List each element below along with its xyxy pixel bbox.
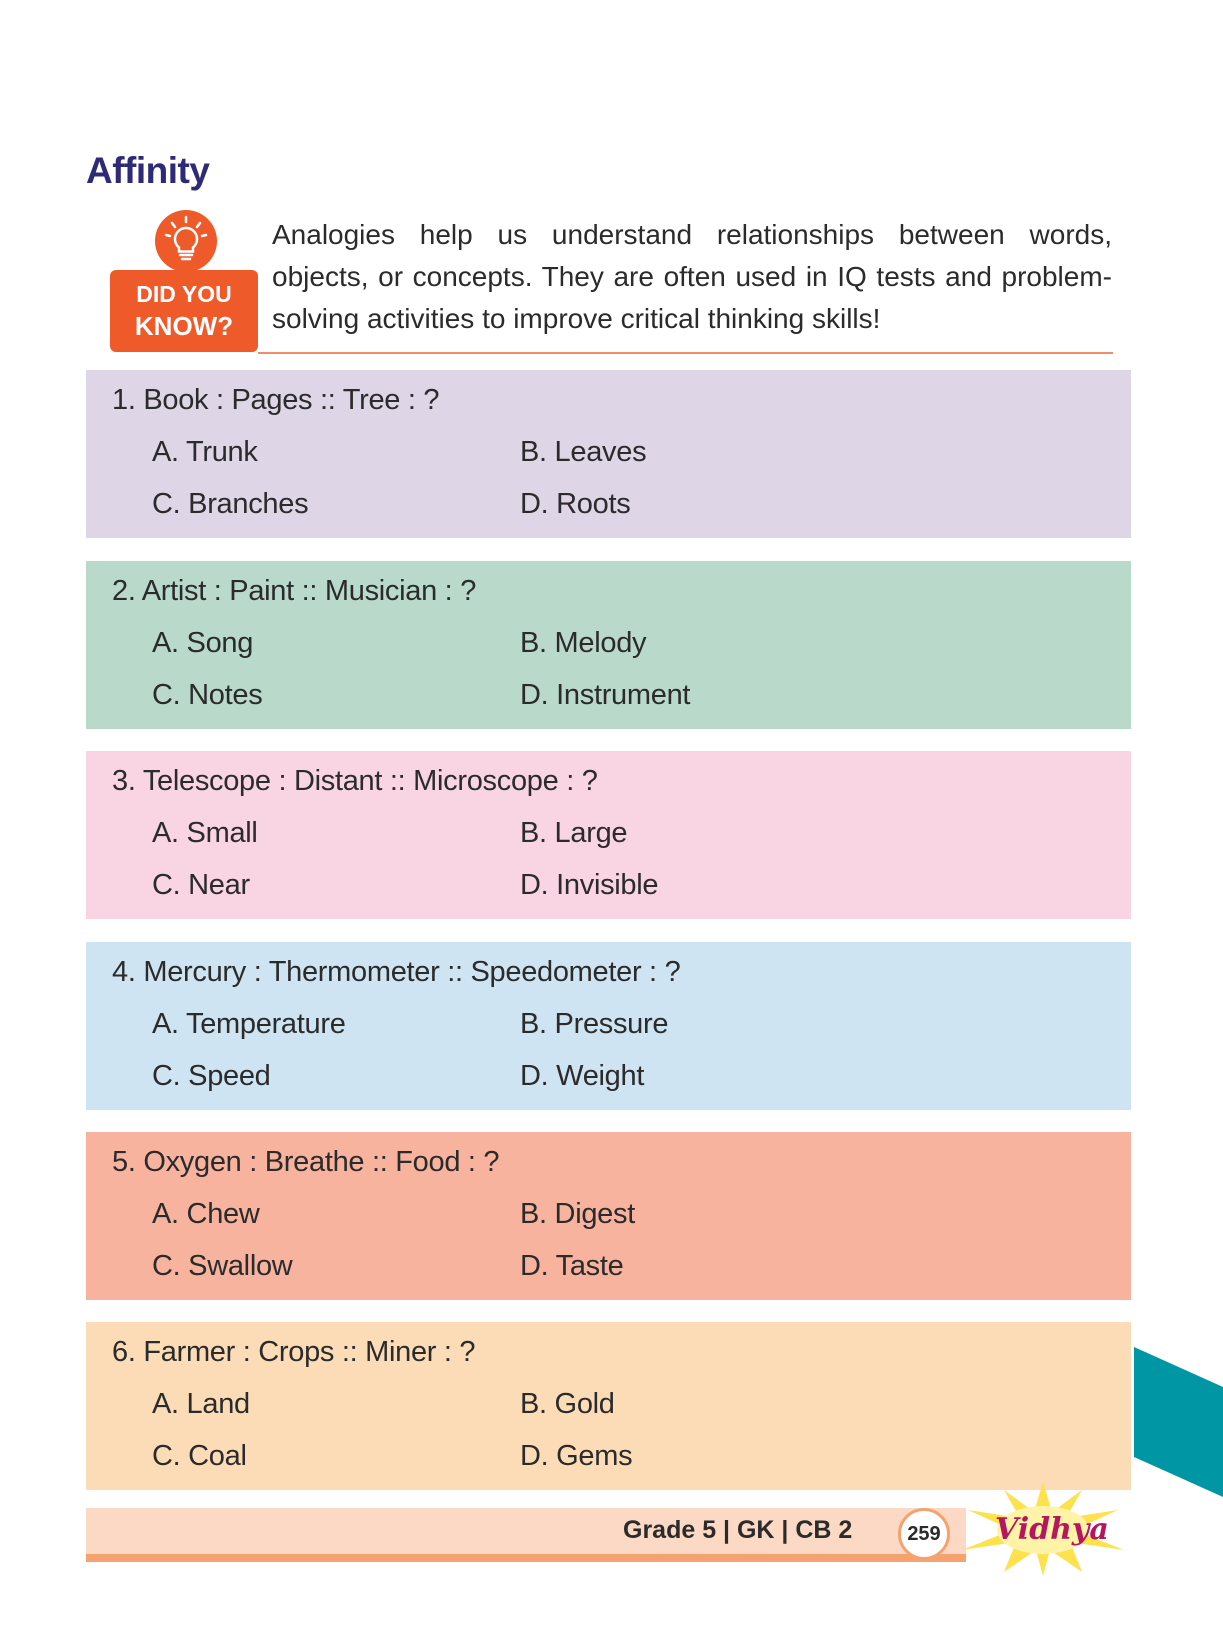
option-c: C. Speed [152,1060,271,1092]
option-a: A. Small [152,817,258,849]
option-a: A. Chew [152,1198,260,1230]
option-d: D. Weight [520,1060,645,1092]
option-a: A. Song [152,627,254,659]
question-text: 2. Artist : Paint :: Musician : ? [112,575,477,607]
did-you-know-line1: DID YOU [136,281,232,307]
question-card-4 [86,942,1131,1110]
intro-text: Analogies help us understand relationships between words, objects, or concepts. They are often used in IQ tests and problem-solving activities to improve critical thinking skills! [272,219,1112,334]
option-b: B. Large [520,817,628,849]
option-b: B. Leaves [520,436,647,468]
option-c: C. Branches [152,488,309,520]
teal-corner-decoration [1134,1347,1223,1497]
option-a: A. Temperature [152,1008,346,1040]
option-b: B. Pressure [520,1008,669,1040]
option-c: C. Swallow [152,1250,293,1282]
question-card-1 [86,370,1131,538]
did-you-know-line2: KNOW? [134,311,234,341]
lightbulb-icon [155,210,217,272]
footer-strip [86,1554,966,1562]
page-number: 259 [898,1508,950,1560]
option-a: A. Trunk [152,436,258,468]
option-c: C. Coal [152,1440,247,1472]
option-c: C. Notes [152,679,263,711]
question-card-6 [86,1322,1131,1490]
option-a: A. Land [152,1388,250,1420]
question-text: 1. Book : Pages :: Tree : ? [112,384,440,416]
intro-divider [258,352,1113,354]
option-b: B. Melody [520,627,647,659]
page-title: Affinity [86,150,210,191]
logo-text: Vidhya [995,1512,1109,1547]
option-c: C. Near [152,869,250,901]
option-d: D. Roots [520,488,631,520]
question-text: 6. Farmer : Crops :: Miner : ? [112,1336,476,1368]
did-you-know-label [110,270,258,352]
option-d: D. Taste [520,1250,624,1282]
question-text: 3. Telescope : Distant :: Microscope : ? [112,765,598,797]
option-d: D. Instrument [520,679,691,711]
question-card-3 [86,751,1131,919]
question-text: 5. Oxygen : Breathe :: Food : ? [112,1146,500,1178]
option-d: D. Gems [520,1440,633,1472]
question-card-2 [86,561,1131,729]
option-d: D. Invisible [520,869,659,901]
did-you-know-badge [110,210,258,350]
option-b: B. Gold [520,1388,615,1420]
footer-text: Grade 5 | GK | CB 2 [623,1516,853,1544]
question-text: 4. Mercury : Thermometer :: Speedometer : ? [112,956,681,988]
question-card-5 [86,1132,1131,1300]
option-b: B. Digest [520,1198,635,1230]
